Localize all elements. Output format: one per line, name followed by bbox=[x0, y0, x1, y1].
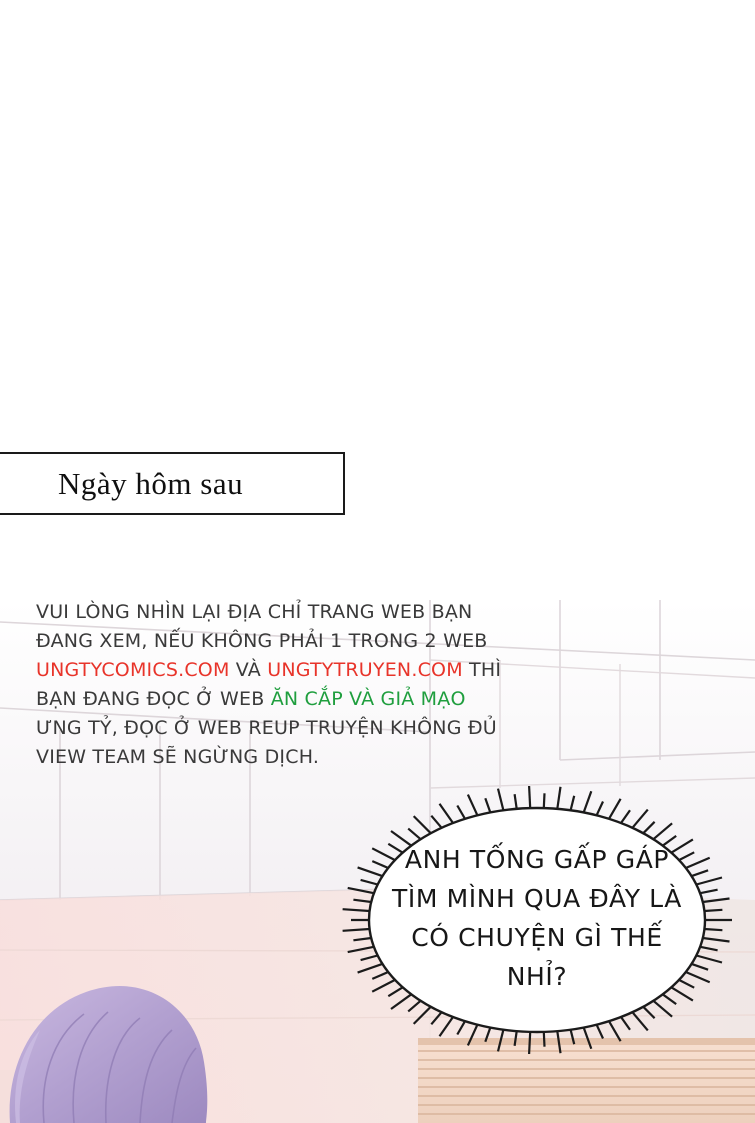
notice-run: VUI LÒNG NHÌN LẠI ĐỊA CHỈ TRANG WEB BẠN bbox=[36, 601, 473, 623]
notice-line bbox=[36, 743, 556, 772]
notice-run: VIEW TEAM SẼ NGỪNG DỊCH. bbox=[36, 746, 320, 768]
speech-line: TÌM MÌNH QUA ĐÂY LÀ bbox=[392, 884, 682, 913]
notice-run: VÀ bbox=[229, 659, 268, 681]
notice-run: UNGTYTRUYEN.COM bbox=[267, 659, 463, 681]
notice-run: ĐANG XEM, NẾU KHÔNG PHẢI 1 TRONG 2 WEB bbox=[36, 630, 488, 652]
speech-line: CÓ CHUYỆN GÌ THẾ bbox=[411, 923, 663, 952]
notice-line bbox=[36, 627, 556, 656]
notice-run: UNGTYCOMICS.COM bbox=[36, 659, 230, 681]
notice-run: BẠN ĐANG ĐỌC Ở WEB bbox=[36, 688, 271, 710]
notice-run: THÌ bbox=[462, 659, 502, 681]
notice-line bbox=[36, 598, 556, 627]
notice-run: ĂN CẮP VÀ GIẢ MẠO bbox=[270, 688, 466, 710]
speech-bubble-text bbox=[322, 840, 752, 996]
notice-line bbox=[36, 685, 556, 714]
speech-line: NHỈ? bbox=[506, 962, 568, 991]
caption-box bbox=[0, 452, 345, 515]
speech-line: ANH TỐNG GẤP GÁP bbox=[404, 845, 670, 874]
notice-line bbox=[36, 656, 556, 685]
site-notice-text bbox=[36, 598, 556, 772]
notice-run: ƯNG TỶ, ĐỌC Ở WEB REUP TRUYỆN KHÔNG ĐỦ bbox=[36, 717, 497, 739]
caption-text: Ngày hôm sau bbox=[58, 465, 244, 501]
speech-bubble bbox=[322, 770, 752, 1070]
notice-line bbox=[36, 714, 556, 743]
